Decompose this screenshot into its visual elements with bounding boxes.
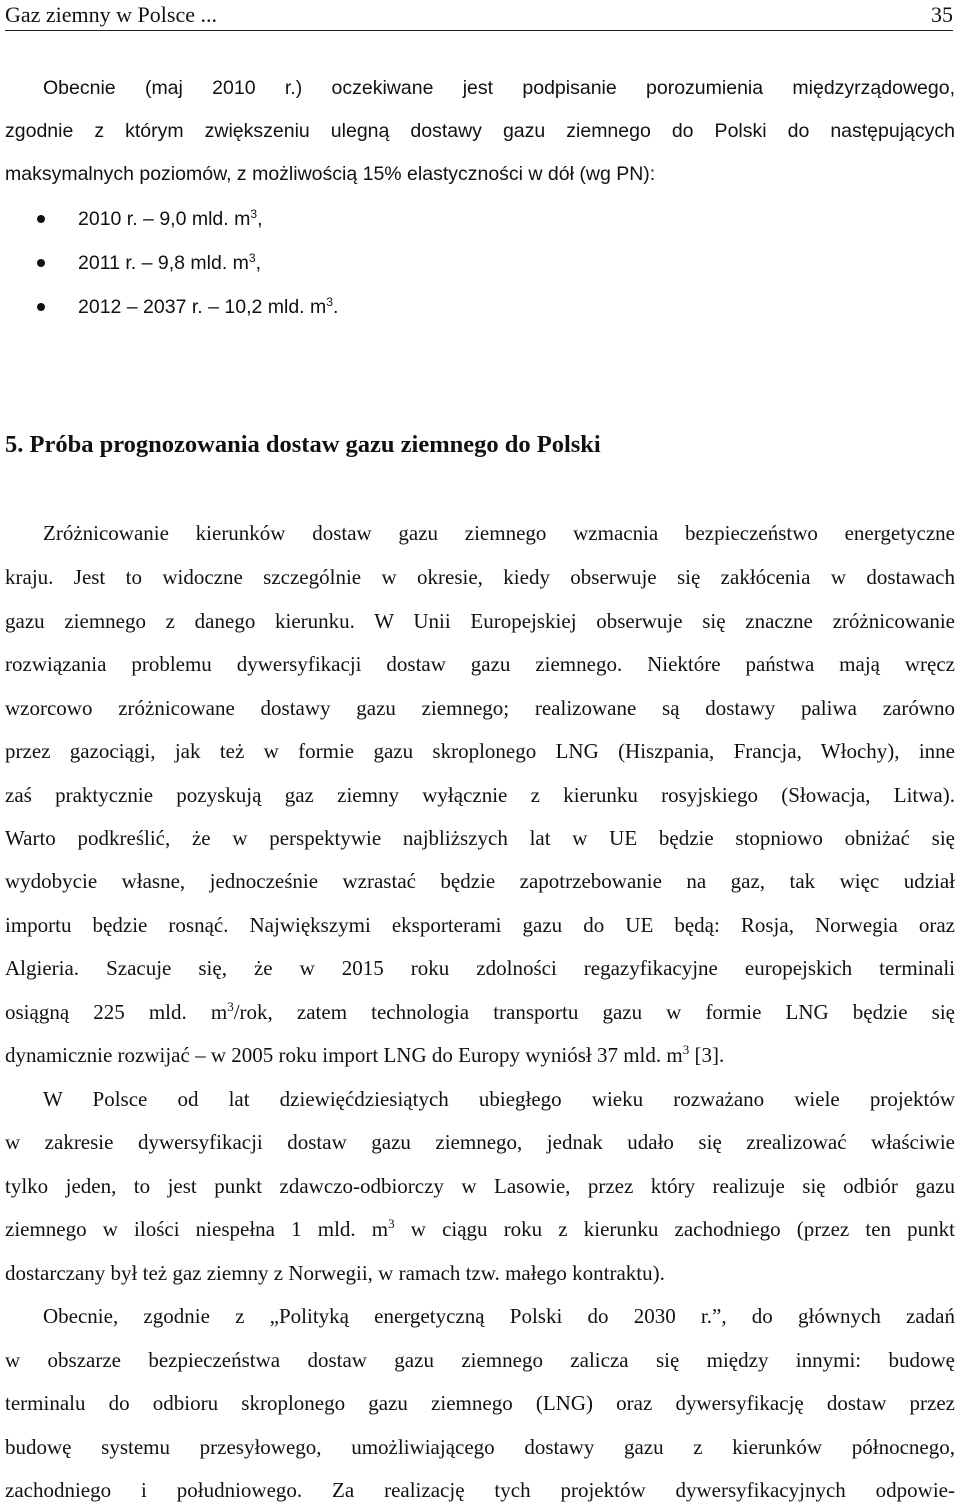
text-run: /rok, zatem technologia transportu gazu w formie LNG będzie się [233,1000,955,1024]
superscript: 3 [388,1216,395,1232]
text-line: kraju. Jest to widoczne szczególnie w okresie, kiedy obserwuje się zakłócenia w dostawach [5,565,955,589]
list-item [78,206,262,232]
text-line: Warto podkreślić, że w perspektywie najbliższych lat w UE będzie stopniowo obniżać się [5,826,955,850]
text-line [5,1042,724,1068]
page-number: 35 [931,2,953,27]
list-item [78,250,261,276]
superscript: 3 [227,999,234,1015]
bullet-icon [37,303,45,311]
section-heading: 5. Próba prognozowania dostaw gazu ziemnego do Polski [5,431,601,458]
superscript: 3 [250,206,258,221]
text-line: Obecnie (maj 2010 r.) oczekiwane jest podpisanie porozumienia międzyrządowego, [43,77,955,99]
superscript: 3 [682,1042,690,1058]
text-line: przez gazociągi, jak też w formie gazu skroplonego LNG (Hiszpania, Francja, Włochy), inne [5,739,955,763]
text-line: importu będzie rosnąć. Największymi eksporterami gazu do UE będą: Rosja, Norwegia oraz [5,913,955,937]
text-line [5,999,955,1025]
header-rule [5,30,953,31]
text-line: Obecnie, zgodnie z „Polityką energetyczną Polski do 2030 r.”, do głównych zadań [43,1304,955,1328]
text-line: tylko jeden, to jest punkt zdawczo-odbiorczy w Lasowie, przez który realizuje się odbiór gazu [5,1174,955,1198]
list-item [78,294,338,320]
text-line: wydobycie własne, jednocześnie wzrastać będzie zapotrzebowanie na gaz, tak więc udział [5,869,955,893]
text-line: w obszarze bezpieczeństwa dostaw gazu ziemnego zalicza się między innymi: budowę [5,1348,955,1372]
list-item-text: 2011 r. – 9,8 mld. m [78,252,249,274]
text-run: ziemnego w ilości niespełna 1 mld. m [5,1217,389,1241]
bullet-icon [37,215,45,223]
text-line: maksymalnych poziomów, z możliwością 15% elastyczności w dół (wg PN): [5,163,656,185]
text-line: terminalu do odbioru skroplonego gazu ziemnego (LNG) oraz dywersyfikację dostaw przez [5,1391,955,1415]
list-item-text: 2010 r. – 9,0 mld. m [78,208,251,230]
list-item-text: 2012 – 2037 r. – 10,2 mld. m [78,296,327,318]
text-line: zaś praktycznie pozyskują gaz ziemny wyłącznie z kierunku rosyjskiego (Słowacja, Litwa). [5,783,955,807]
list-item-punct: , [257,208,263,230]
text-line: zachodniego i południowego. Za realizację tych projektów dywersyfikacyjnych odpowie- [5,1478,955,1502]
text-line: gazu ziemnego z danego kierunku. W Unii Europejskiej obserwuje się znaczne zróżnicowanie [5,609,955,633]
running-header [5,2,953,32]
superscript: 3 [248,250,256,265]
superscript: 3 [326,294,333,309]
header-title: Gaz ziemny w Polsce ... [5,2,217,27]
text-run: [3]. [689,1043,725,1067]
list-item-punct: . [332,296,339,318]
text-line: Algieria. Szacuje się, że w 2015 roku zdolności regazyfikacyjne europejskich terminali [5,956,955,980]
text-line: W Polsce od lat dziewięćdziesiątych ubiegłego wieku rozważano wiele projektów [43,1087,955,1111]
text-line [5,1216,955,1242]
text-line: Zróżnicowanie kierunków dostaw gazu ziemnego wzmacnia bezpieczeństwo energetyczne [43,521,955,545]
text-line: dostarczany był też gaz ziemny z Norwegii, w ramach tzw. małego kontraktu). [5,1261,665,1285]
text-run: osiągną 225 mld. m [5,1000,228,1024]
text-run: dynamicznie rozwijać – w 2005 roku import LNG do Europy wyniósł 37 mld. m [5,1043,683,1067]
bullet-icon [37,259,45,267]
text-line: w zakresie dywersyfikacji dostaw gazu ziemnego, jednak udało się zrealizować właściwie [5,1130,955,1154]
text-line: zgodnie z którym zwiększeniu ulegną dostawy gazu ziemnego do Polski do następujących [5,120,955,142]
list-item-punct: , [255,252,262,274]
text-line: wzorcowo zróżnicowane dostawy gazu ziemnego; realizowane są dostawy paliwa zarówno [5,696,955,720]
text-run: w ciągu roku z kierunku zachodniego (przez ten punkt [394,1217,955,1241]
text-line: rozwiązania problemu dywersyfikacji dostaw gazu ziemnego. Niektóre państwa mają wręcz [5,652,955,676]
text-line: budowę systemu przesyłowego, umożliwiającego dostawy gazu z kierunków północnego, [5,1435,955,1459]
